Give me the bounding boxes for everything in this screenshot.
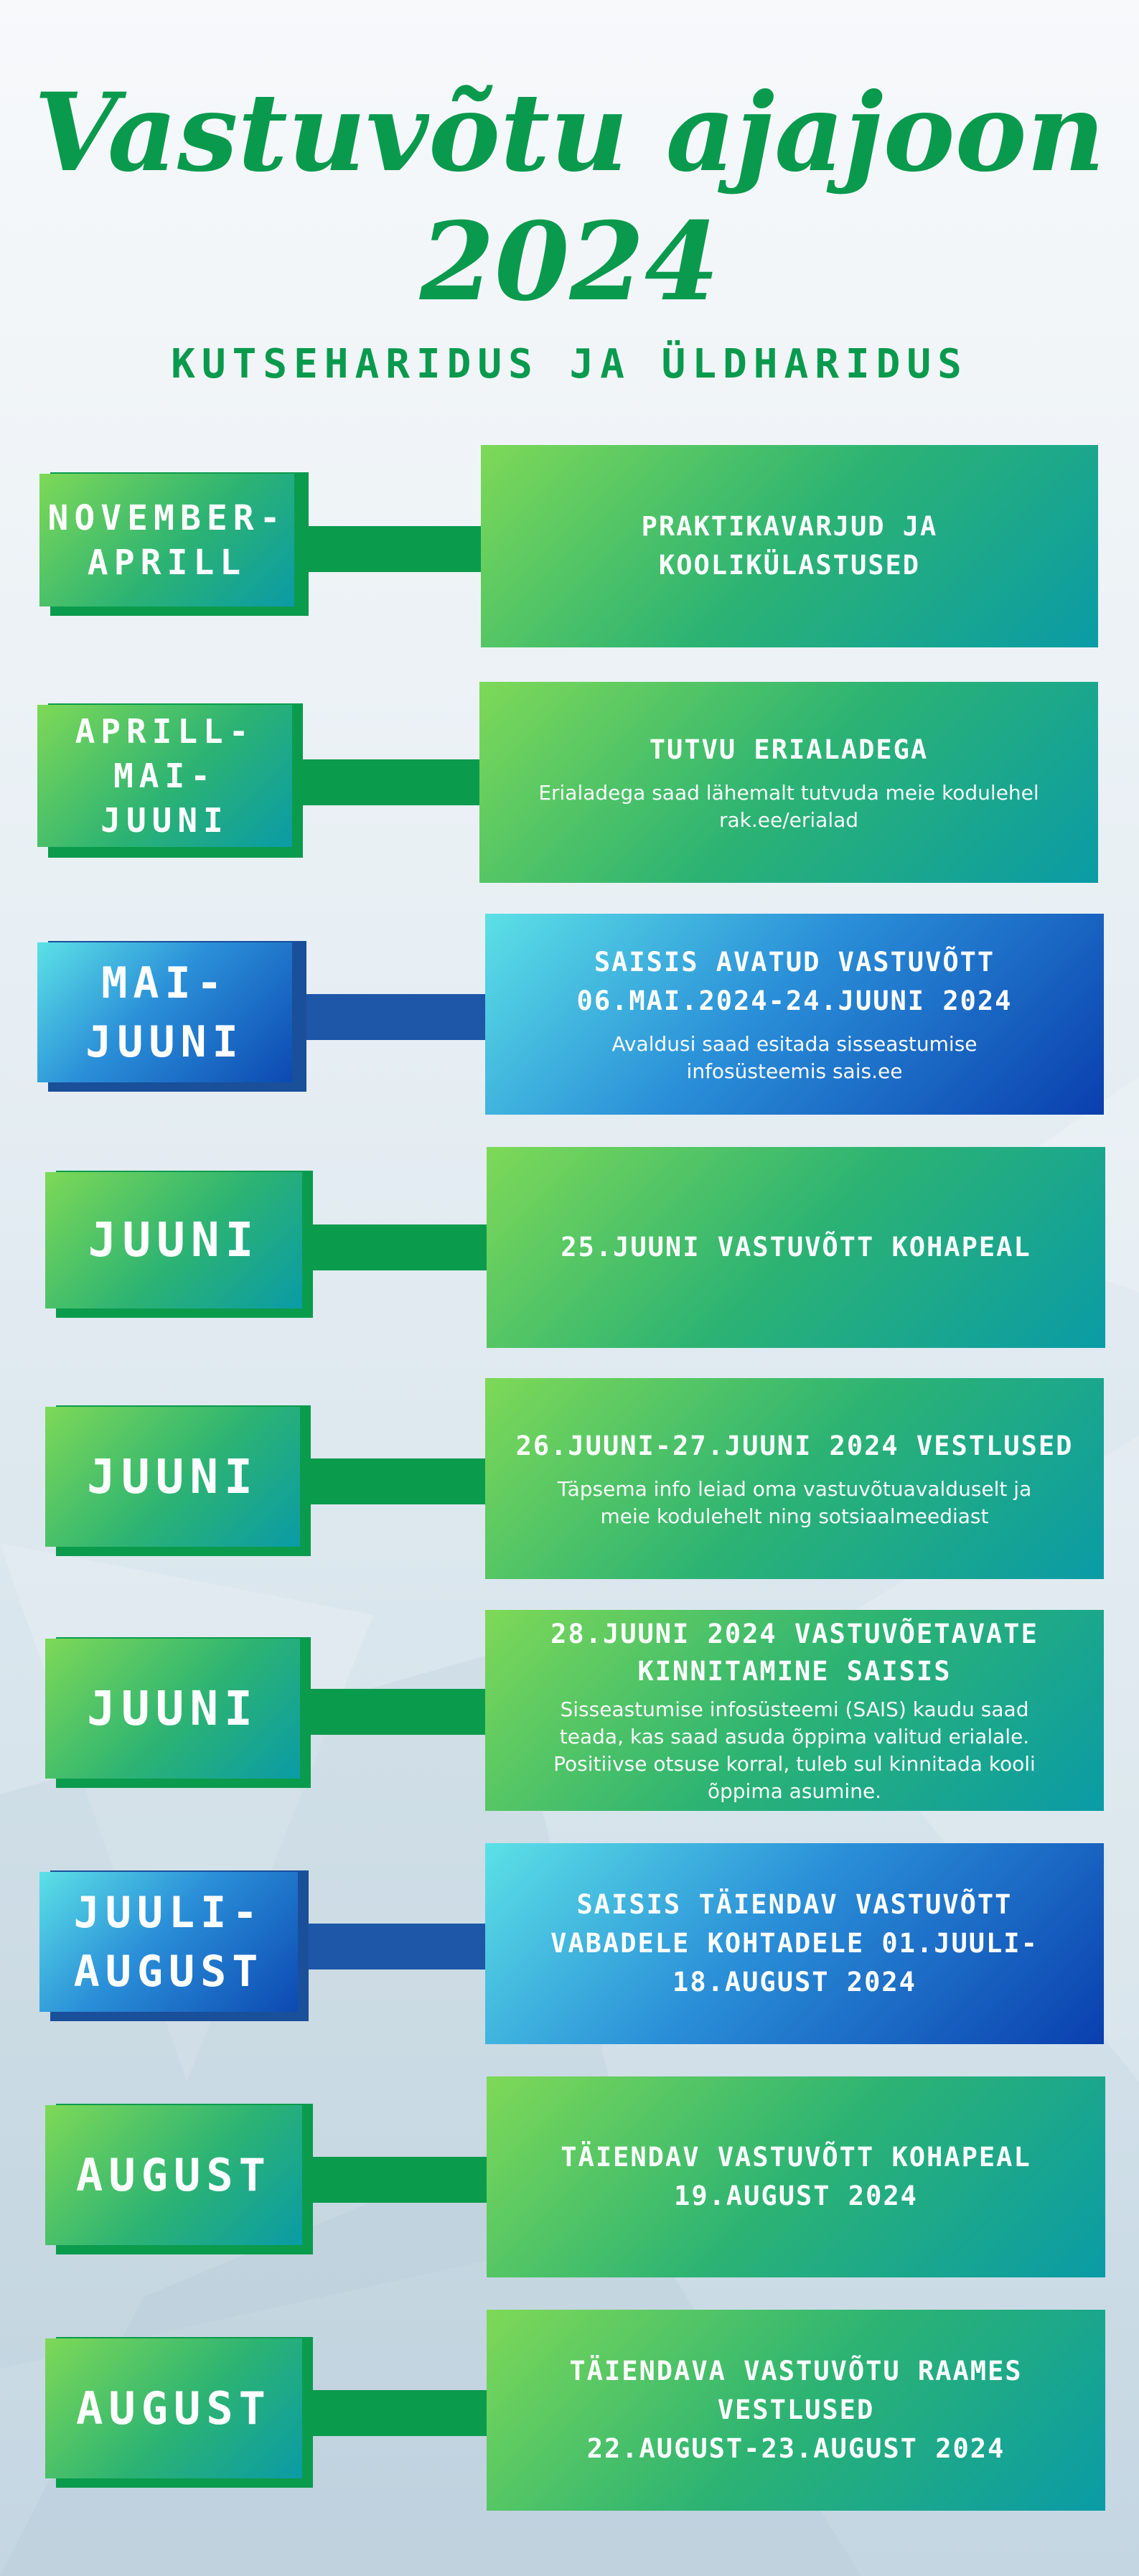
timeline-row-november-aprill (0, 445, 1139, 653)
event-heading: TUTVU ERIALADEGA (649, 734, 929, 765)
event-description: Täpsema info leiad oma vastuvõtuavalduselt ja meie kodulehelt ning sotsiaalmeediast (557, 1477, 1032, 1528)
event-box (479, 682, 1098, 883)
period-label: JUUNI (45, 1172, 302, 1308)
event-box (487, 2076, 1105, 2277)
timeline-row-august-2 (0, 2310, 1139, 2518)
period-label: AUGUST (45, 2105, 302, 2245)
timeline-row-juuni-2 (0, 1378, 1139, 1586)
event-heading: SAISIS TÄIENDAV VASTUVÕTT VABADELE KOHTADELE 01.JUULI- 18.AUGUST 2024 (550, 1889, 1039, 1997)
event-box (485, 1610, 1104, 1811)
timeline-row-mai-juuni (0, 914, 1139, 1122)
period-label: APRILL- MAI- JUUNI (37, 705, 292, 847)
event-heading: 26.JUUNI-27.JUUNI 2024 VESTLUSED (515, 1430, 1074, 1461)
event-box (485, 1378, 1104, 1579)
event-box (487, 1147, 1105, 1348)
timeline-connector (301, 526, 481, 572)
period-label: JUUNI (45, 1639, 300, 1779)
event-heading: TÄIENDAV VASTUVÕTT KOHAPEAL 19.AUGUST 2024 (561, 2142, 1031, 2211)
timeline-connector (294, 759, 481, 805)
period-label: AUGUST (45, 2338, 302, 2478)
timeline-connector (301, 1458, 488, 1504)
event-description: Avaldusi saad esitada sisseastumise infosüsteemis sais.ee (611, 1032, 978, 1083)
period-label: NOVEMBER- APRILL (39, 474, 294, 606)
timeline-row-juuni-3 (0, 1610, 1139, 1818)
period-label: MAI- JUUNI (37, 942, 292, 1082)
timeline-row-august-1 (0, 2076, 1139, 2285)
event-box (481, 445, 1098, 647)
event-heading: TÄIENDAVA VASTUVÕTU RAAMES VESTLUSED 22.AUGUST-23.AUGUST 2024 (569, 2356, 1023, 2464)
event-box (485, 1843, 1104, 2044)
timeline-connector (301, 1689, 488, 1735)
timeline-connector (294, 994, 488, 1040)
event-heading: SAISIS AVATUD VASTUVÕTT 06.MAI.2024-24.JUUNI 2024 (576, 947, 1013, 1016)
event-heading: PRAKTIKAVARJUD JA KOOLIKÜLASTUSED (641, 511, 938, 581)
page-title: Vastuvõtu ajajoon (34, 70, 1105, 196)
event-description: Sisseastumise infosüsteemi (SAIS) kaudu saad teada, kas saad asuda õppima valitud erialale. Positiivse otsuse korral, tuleb sul kinnitada kooli õppima asumine. (553, 1697, 1036, 1803)
event-description: Erialadega saad lähemalt tutvuda meie kodulehel rak.ee/erialad (538, 781, 1039, 832)
event-heading: 25.JUUNI VASTUVÕTT KOHAPEAL (561, 1232, 1031, 1263)
page-subtitle: KUTSEHARIDUS JA ÜLDHARIDUS (171, 341, 968, 388)
event-box (487, 2310, 1105, 2511)
timeline-connector (301, 1224, 488, 1270)
event-heading: 28.JUUNI 2024 VASTUVÕETAVATE KINNITAMINE SAISIS (550, 1619, 1039, 1687)
timeline-row-aprill-mai-juuni (0, 682, 1139, 890)
event-box (485, 914, 1104, 1115)
timeline-connector (301, 2157, 488, 2203)
timeline-row-juuli-august (0, 1843, 1139, 2051)
period-label: JUUNI (45, 1407, 300, 1547)
timeline-connector (301, 2390, 488, 2436)
timeline-row-juuni-1 (0, 1147, 1139, 1355)
timeline-connector (294, 1924, 488, 1970)
period-label: JUULI- AUGUST (39, 1872, 298, 2012)
page-title-year: 2024 (419, 199, 720, 325)
